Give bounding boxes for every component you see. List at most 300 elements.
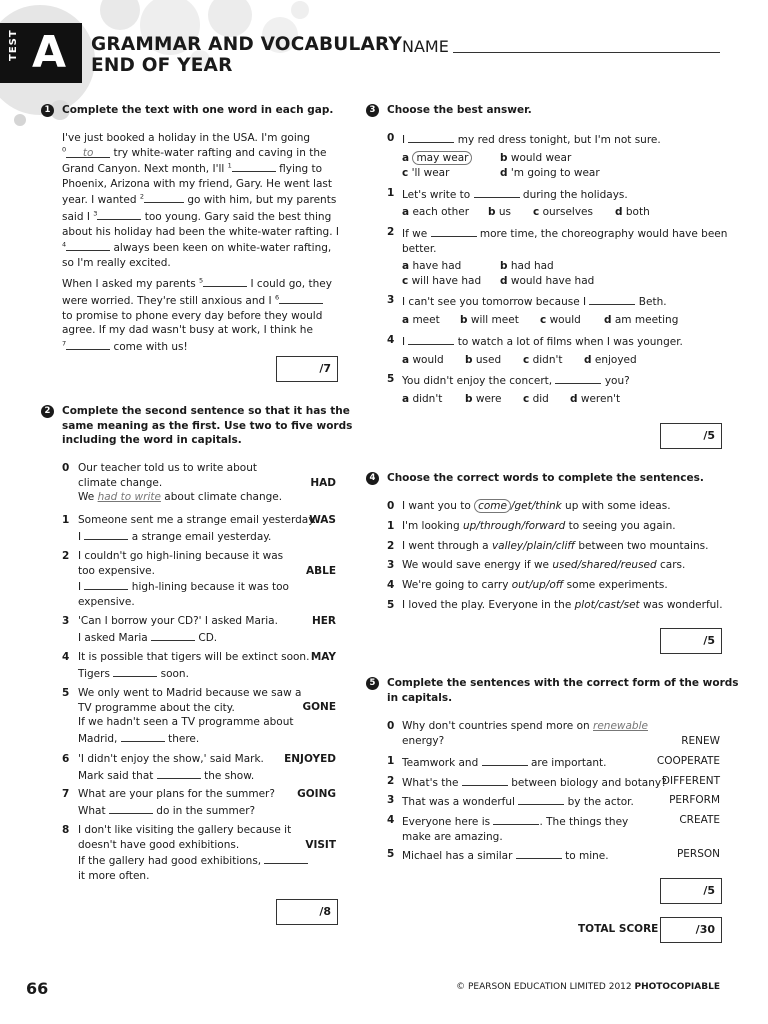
heading-line: Complete the second sentence so that it has the	[62, 405, 350, 417]
option-letter: b	[488, 206, 496, 218]
item-number: 2	[387, 540, 395, 552]
option-text: would wear	[510, 152, 572, 164]
section-4-score: /5	[703, 634, 715, 647]
option-letter: c	[402, 275, 409, 287]
answer-gap[interactable]	[589, 293, 635, 305]
s2-item-2	[78, 549, 289, 609]
option-d[interactable]	[500, 274, 594, 289]
word-choices[interactable]: /get/think	[510, 500, 562, 512]
gap-number: 6	[274, 293, 280, 302]
item-number: 0	[62, 462, 70, 474]
item-text: my red dress tonight, but I'm not sure.	[457, 134, 661, 146]
capital-word: PERSON	[676, 848, 720, 860]
s1-text: try white-water rafting and caving in the	[113, 146, 327, 159]
option-text: ourselves	[542, 206, 593, 218]
answer-gap[interactable]	[482, 754, 528, 766]
capital-word: ENJOYED	[284, 753, 336, 765]
word-choices[interactable]: used/shared/reused	[552, 559, 657, 571]
item-number: 4	[387, 814, 395, 826]
option-letter: b	[500, 260, 508, 272]
option-c[interactable]	[533, 205, 593, 220]
item-number: 3	[387, 294, 395, 306]
answer-gap[interactable]	[462, 774, 508, 786]
option-text: used	[475, 354, 502, 366]
answer-gap[interactable]	[121, 730, 165, 742]
section-5-score-box[interactable]	[660, 878, 722, 904]
item-number: 4	[62, 651, 70, 663]
section-5-score: /5	[703, 884, 715, 897]
item-text: If we	[402, 228, 428, 240]
option-a[interactable]	[402, 259, 461, 274]
item-text: I want you to	[402, 500, 475, 512]
option-text: meet	[412, 314, 440, 326]
option-text: would	[549, 314, 581, 326]
gap-7[interactable]	[66, 338, 110, 350]
section-1-text	[62, 131, 342, 354]
s4-item-3	[402, 558, 685, 573]
item-text: I don't like visiting the gallery because it	[78, 824, 292, 836]
heading-line: Complete the sentences with the correct form of the words	[387, 677, 739, 689]
s1-line: Phoenix, Arizona with my friend, Gary. He went last	[62, 177, 332, 190]
test-badge	[0, 23, 82, 83]
option-a[interactable]	[402, 151, 472, 166]
s1-line	[62, 191, 342, 208]
item-text: I couldn't go high-lining because it was	[78, 550, 284, 562]
item-text: you?	[604, 375, 630, 387]
item-number: 3	[62, 615, 70, 627]
answer-gap[interactable]	[264, 852, 308, 864]
option-text: will have had	[411, 275, 482, 287]
item-text: it more often.	[78, 869, 150, 882]
item-number: 1	[387, 187, 395, 199]
section-3-score-box[interactable]	[660, 423, 722, 449]
item-number: 1	[387, 755, 395, 767]
page-number: 66	[26, 979, 49, 998]
item-text: to mine.	[565, 850, 609, 862]
section-1-number: 1	[41, 104, 54, 117]
total-score: /30	[695, 923, 715, 936]
s1-line: I've just booked a holiday in the USA. I'm going	[62, 132, 311, 144]
word-choices[interactable]: valley/plain/cliff	[491, 540, 575, 552]
item-text: cars.	[656, 559, 686, 571]
item-text: energy?	[402, 734, 445, 747]
example-answer: to	[82, 146, 94, 159]
item-text: there.	[168, 732, 200, 745]
option-letter: b	[500, 152, 508, 164]
s4-item-1	[402, 519, 676, 534]
s1-text: come with us!	[113, 340, 188, 353]
option-b[interactable]	[500, 151, 571, 166]
item-text: We	[78, 491, 95, 504]
s2-item-0	[78, 461, 282, 505]
item-text: Madrid,	[78, 732, 118, 745]
section-2-score-box[interactable]	[276, 899, 338, 925]
answer-gap[interactable]	[518, 793, 564, 805]
s1-text: go with him, but my parents	[187, 194, 337, 207]
option-letter: c	[533, 206, 540, 218]
option-b[interactable]	[465, 392, 501, 407]
option-letter: c	[402, 167, 409, 179]
s1-text: were worried. They're still anxious and I	[62, 294, 272, 307]
word-choices[interactable]: out/up/off	[511, 579, 564, 591]
item-text: during the holidays.	[522, 189, 628, 201]
item-text: If we hadn't seen a TV programme about	[78, 716, 294, 729]
item-text: was wonderful.	[639, 599, 723, 611]
item-text: I'm looking	[402, 520, 463, 532]
option-b[interactable]	[488, 205, 511, 220]
option-text: am meeting	[614, 314, 679, 326]
capital-word: MAY	[310, 651, 336, 663]
item-text: are important.	[530, 757, 607, 769]
item-text: by the actor.	[567, 796, 634, 808]
section-1-heading: Complete the text with one word in each gap.	[62, 104, 334, 116]
item-number: 5	[62, 687, 70, 699]
option-text: each other	[412, 206, 470, 218]
answer-gap[interactable]	[474, 186, 520, 198]
s5-item-0	[402, 719, 648, 748]
item-number: 4	[387, 579, 395, 591]
option-text: us	[498, 206, 512, 218]
option-a[interactable]	[402, 353, 444, 368]
answer-gap[interactable]	[84, 578, 128, 590]
item-answer-line	[78, 852, 308, 869]
gap-number: 0	[62, 145, 67, 154]
option-letter: c	[540, 314, 547, 326]
capital-word: GOING	[297, 788, 336, 800]
option-a[interactable]	[402, 313, 440, 328]
item-text: do in the summer?	[156, 804, 256, 817]
option-c[interactable]	[540, 313, 581, 328]
item-text: I loved the play. Everyone in the	[402, 599, 575, 611]
heading-line: same meaning as the first. Use two to five words	[62, 419, 353, 432]
s5-item-1	[402, 754, 606, 771]
item-number: 7	[62, 788, 70, 800]
name-label: NAME	[402, 37, 449, 56]
option-c[interactable]	[523, 353, 562, 368]
option-letter: a	[402, 260, 410, 272]
copyright-line	[456, 982, 720, 992]
s3-q0	[402, 131, 661, 148]
option-a[interactable]	[402, 392, 442, 407]
item-number: 2	[387, 226, 395, 238]
option-d[interactable]	[584, 353, 637, 368]
answer-gap[interactable]	[431, 225, 477, 237]
option-c[interactable]	[402, 274, 481, 289]
option-text: had had	[510, 260, 554, 272]
example-answer: had to write	[97, 491, 161, 504]
answer-gap[interactable]	[516, 847, 562, 859]
option-text: were	[475, 393, 502, 405]
item-text: You didn't enjoy the concert,	[402, 375, 553, 387]
s1-text: said I	[62, 210, 90, 223]
section-2-score: /8	[319, 905, 331, 918]
gap-1[interactable]	[232, 160, 276, 172]
s2-item-8	[78, 823, 308, 883]
s1-text: I could go, they	[250, 278, 332, 291]
item-text: Tigers	[78, 667, 110, 680]
item-number: 1	[62, 514, 70, 526]
s3-q3	[402, 293, 667, 310]
answer-gap[interactable]	[84, 528, 128, 540]
option-d[interactable]	[570, 392, 620, 407]
s1-text: too young. Gary said the best thing	[144, 210, 332, 223]
option-text: 'm going to wear	[510, 167, 600, 179]
s3-q1	[402, 186, 628, 203]
item-text: That was a wonderful	[402, 796, 515, 808]
heading-line: including the word in capitals.	[62, 434, 242, 446]
section-3-heading: Choose the best answer.	[387, 104, 532, 116]
option-letter: a	[402, 393, 410, 405]
option-text: have had	[412, 260, 462, 272]
answer-gap[interactable]	[109, 802, 153, 814]
s1-line	[62, 208, 342, 225]
gap-number: 4	[62, 240, 67, 249]
capital-word: RENEW	[681, 735, 720, 747]
photocopiable-label: PHOTOCOPIABLE	[634, 982, 720, 992]
item-text: high-lining because it was too	[131, 581, 289, 594]
item-answer-line	[78, 767, 264, 784]
s1-line	[62, 160, 342, 177]
item-text: to watch a lot of films when I was younger.	[457, 336, 683, 348]
gap-number: 5	[199, 276, 204, 285]
answer-gap[interactable]	[408, 333, 454, 345]
item-number: 4	[387, 334, 395, 346]
section-1-score: /7	[319, 362, 331, 375]
answer-gap[interactable]	[493, 813, 539, 825]
name-field[interactable]	[453, 52, 720, 53]
item-text: CD.	[198, 631, 218, 644]
item-text: Our teacher told us to write about	[78, 462, 257, 474]
section-2-heading	[62, 404, 352, 448]
item-answer-line	[78, 578, 289, 595]
item-text: better.	[402, 242, 437, 255]
item-text: the show.	[204, 769, 255, 782]
gap-4[interactable]	[66, 239, 110, 251]
s1-text: Grand Canyon. Next month, I'll	[62, 163, 225, 176]
gap-number: 7	[62, 339, 67, 348]
title-line-2: END OF YEAR	[91, 55, 233, 76]
option-c[interactable]	[402, 166, 449, 181]
item-text: What's the	[402, 777, 459, 789]
item-text: I can't see you tomorrow because I	[402, 296, 587, 308]
s1-line: to promise to phone every day before they would	[62, 309, 323, 322]
item-number: 3	[387, 794, 395, 806]
item-text: a strange email yesterday.	[131, 530, 272, 543]
item-text: soon.	[160, 667, 189, 680]
option-letter: b	[465, 393, 473, 405]
s1-text: year. I wanted	[62, 194, 137, 207]
total-score-box[interactable]	[660, 917, 722, 943]
test-letter: A	[32, 27, 67, 78]
item-number: 0	[387, 720, 395, 732]
item-number: 8	[62, 824, 70, 836]
word-choices[interactable]: plot/cast/set	[574, 599, 640, 611]
s1-text: flying to	[279, 163, 323, 176]
item-text: some experiments.	[563, 579, 668, 591]
option-letter: b	[465, 354, 473, 366]
item-number: 5	[387, 599, 395, 611]
item-text: We're going to carry	[402, 579, 512, 591]
option-c[interactable]	[523, 392, 549, 407]
item-text: We would save energy if we	[402, 559, 553, 571]
circled-word[interactable]: come	[474, 499, 511, 513]
gap-0[interactable]	[66, 146, 110, 158]
heading-line: in capitals.	[387, 691, 453, 704]
item-answer-line	[78, 490, 282, 505]
answer-gap[interactable]	[151, 629, 195, 641]
s3-q5	[402, 372, 630, 389]
option-text: would	[412, 354, 444, 366]
item-text: doesn't have good exhibitions.	[78, 838, 240, 851]
s1-line	[62, 338, 342, 355]
item-text: Mark said that	[78, 769, 154, 782]
option-text: did	[532, 393, 549, 405]
gap-3[interactable]	[97, 208, 141, 220]
item-text: Beth.	[638, 296, 667, 308]
item-number: 2	[387, 775, 395, 787]
section-4-score-box[interactable]	[660, 628, 722, 654]
gap-number: 3	[93, 209, 98, 218]
gap-2[interactable]	[144, 191, 184, 203]
section-3-score: /5	[703, 429, 715, 442]
s5-item-4	[402, 813, 628, 844]
s1-line: agree. If my dad wasn't busy at work, I think he	[62, 324, 313, 337]
s4-item-5	[402, 598, 723, 613]
option-letter: d	[615, 206, 623, 218]
option-letter: d	[584, 354, 592, 366]
item-text: to seeing you again.	[565, 520, 676, 532]
title-line-1: GRAMMAR AND VOCABULARY	[91, 34, 403, 55]
item-text: It is possible that tigers will be extinct soon.	[78, 651, 310, 663]
item-text: up with some ideas.	[561, 500, 671, 512]
item-text: more time, the choreography would have been	[479, 228, 728, 240]
item-number: 1	[387, 520, 395, 532]
capital-word: PERFORM	[669, 794, 720, 806]
s4-item-2	[402, 539, 708, 554]
option-letter: a	[402, 354, 410, 366]
item-number: 5	[387, 848, 395, 860]
option-b[interactable]	[465, 353, 501, 368]
option-text: would have had	[510, 275, 595, 287]
option-d[interactable]	[615, 205, 650, 220]
s4-item-4	[402, 578, 668, 593]
option-text: weren't	[580, 393, 621, 405]
option-letter: c	[523, 354, 530, 366]
item-text: 'I didn't enjoy the show,' said Mark.	[78, 753, 264, 765]
s2-item-7	[78, 787, 275, 818]
item-text: If the gallery had good exhibitions,	[78, 855, 262, 868]
s1-line	[62, 292, 342, 309]
item-text: I asked Maria	[78, 631, 148, 644]
item-text: too expensive.	[78, 564, 155, 577]
section-2-number: 2	[41, 405, 54, 418]
option-text: enjoyed	[594, 354, 637, 366]
section-3-number: 3	[366, 104, 379, 117]
s1-line: about his holiday had been the white-water rafting. I	[62, 225, 339, 238]
option-b[interactable]	[460, 313, 519, 328]
capital-word: DIFFERENT	[661, 775, 720, 787]
gap-number: 1	[227, 161, 232, 170]
gap-6[interactable]	[279, 292, 323, 304]
item-text: Someone sent me a strange email yesterday.	[78, 514, 317, 526]
answer-gap[interactable]	[555, 372, 601, 384]
section-1-score-box[interactable]	[276, 356, 338, 382]
answer-gap[interactable]	[113, 665, 157, 677]
s2-item-6	[78, 752, 264, 783]
s1-text: always been keen on white-water rafting,	[113, 242, 332, 255]
item-number: 0	[387, 132, 395, 144]
capital-word: HAD	[310, 477, 336, 489]
option-letter: d	[500, 167, 508, 179]
s4-item-0	[402, 499, 671, 514]
item-answer-line	[78, 629, 278, 646]
item-text: Michael has a similar	[402, 850, 513, 862]
item-text: What are your plans for the summer?	[78, 788, 275, 800]
item-text: 'Can I borrow your CD?' I asked Maria.	[78, 615, 278, 627]
option-d[interactable]	[604, 313, 678, 328]
s2-item-4	[78, 650, 309, 681]
s2-item-5	[78, 686, 301, 746]
option-text: will meet	[470, 314, 519, 326]
option-text: didn't	[412, 393, 443, 405]
option-letter: d	[604, 314, 612, 326]
item-text: expensive.	[78, 595, 135, 608]
word-choices[interactable]: up/through/forward	[462, 520, 566, 532]
option-letter: a	[402, 206, 410, 218]
example-answer: renewable	[593, 720, 648, 732]
s1-line	[62, 239, 342, 256]
gap-number: 2	[139, 192, 144, 201]
item-text: Let's write to	[402, 189, 471, 201]
capital-word: COOPERATE	[656, 755, 720, 767]
option-a[interactable]	[402, 205, 469, 220]
answer-gap[interactable]	[408, 131, 454, 143]
option-b[interactable]	[500, 259, 554, 274]
s5-item-5	[402, 847, 609, 864]
item-text: What	[78, 804, 106, 817]
item-number: 3	[387, 559, 395, 571]
item-text: climate change.	[78, 476, 163, 489]
item-text: between two mountains.	[574, 540, 709, 552]
section-5-number: 5	[366, 677, 379, 690]
capital-word: VISIT	[305, 839, 336, 851]
item-text: Teamwork and	[402, 757, 479, 769]
section-5-heading	[387, 676, 739, 705]
item-text: We only went to Madrid because we saw a	[78, 687, 302, 699]
s2-item-3	[78, 614, 278, 645]
section-4-heading: Choose the correct words to complete the sentences.	[387, 472, 704, 484]
test-label: TEST	[8, 29, 19, 61]
item-text: Why don't countries spend more on	[402, 720, 590, 732]
option-letter: d	[570, 393, 578, 405]
item-text: make are amazing.	[402, 830, 503, 843]
item-text: I	[78, 581, 82, 594]
item-number: 6	[62, 753, 70, 765]
option-d[interactable]	[500, 166, 600, 181]
option-letter: a	[402, 314, 410, 326]
item-text: TV programme about the city.	[78, 701, 235, 714]
item-text: I went through a	[402, 540, 492, 552]
item-answer-line	[78, 730, 301, 747]
option-letter: d	[500, 275, 508, 287]
option-text: both	[625, 206, 650, 218]
gap-5[interactable]	[203, 275, 247, 287]
answer-gap[interactable]	[157, 767, 201, 779]
total-score-label: TOTAL SCORE	[578, 923, 659, 935]
s1-line	[62, 146, 342, 161]
item-answer-line	[78, 665, 309, 682]
item-text: I	[402, 336, 406, 348]
